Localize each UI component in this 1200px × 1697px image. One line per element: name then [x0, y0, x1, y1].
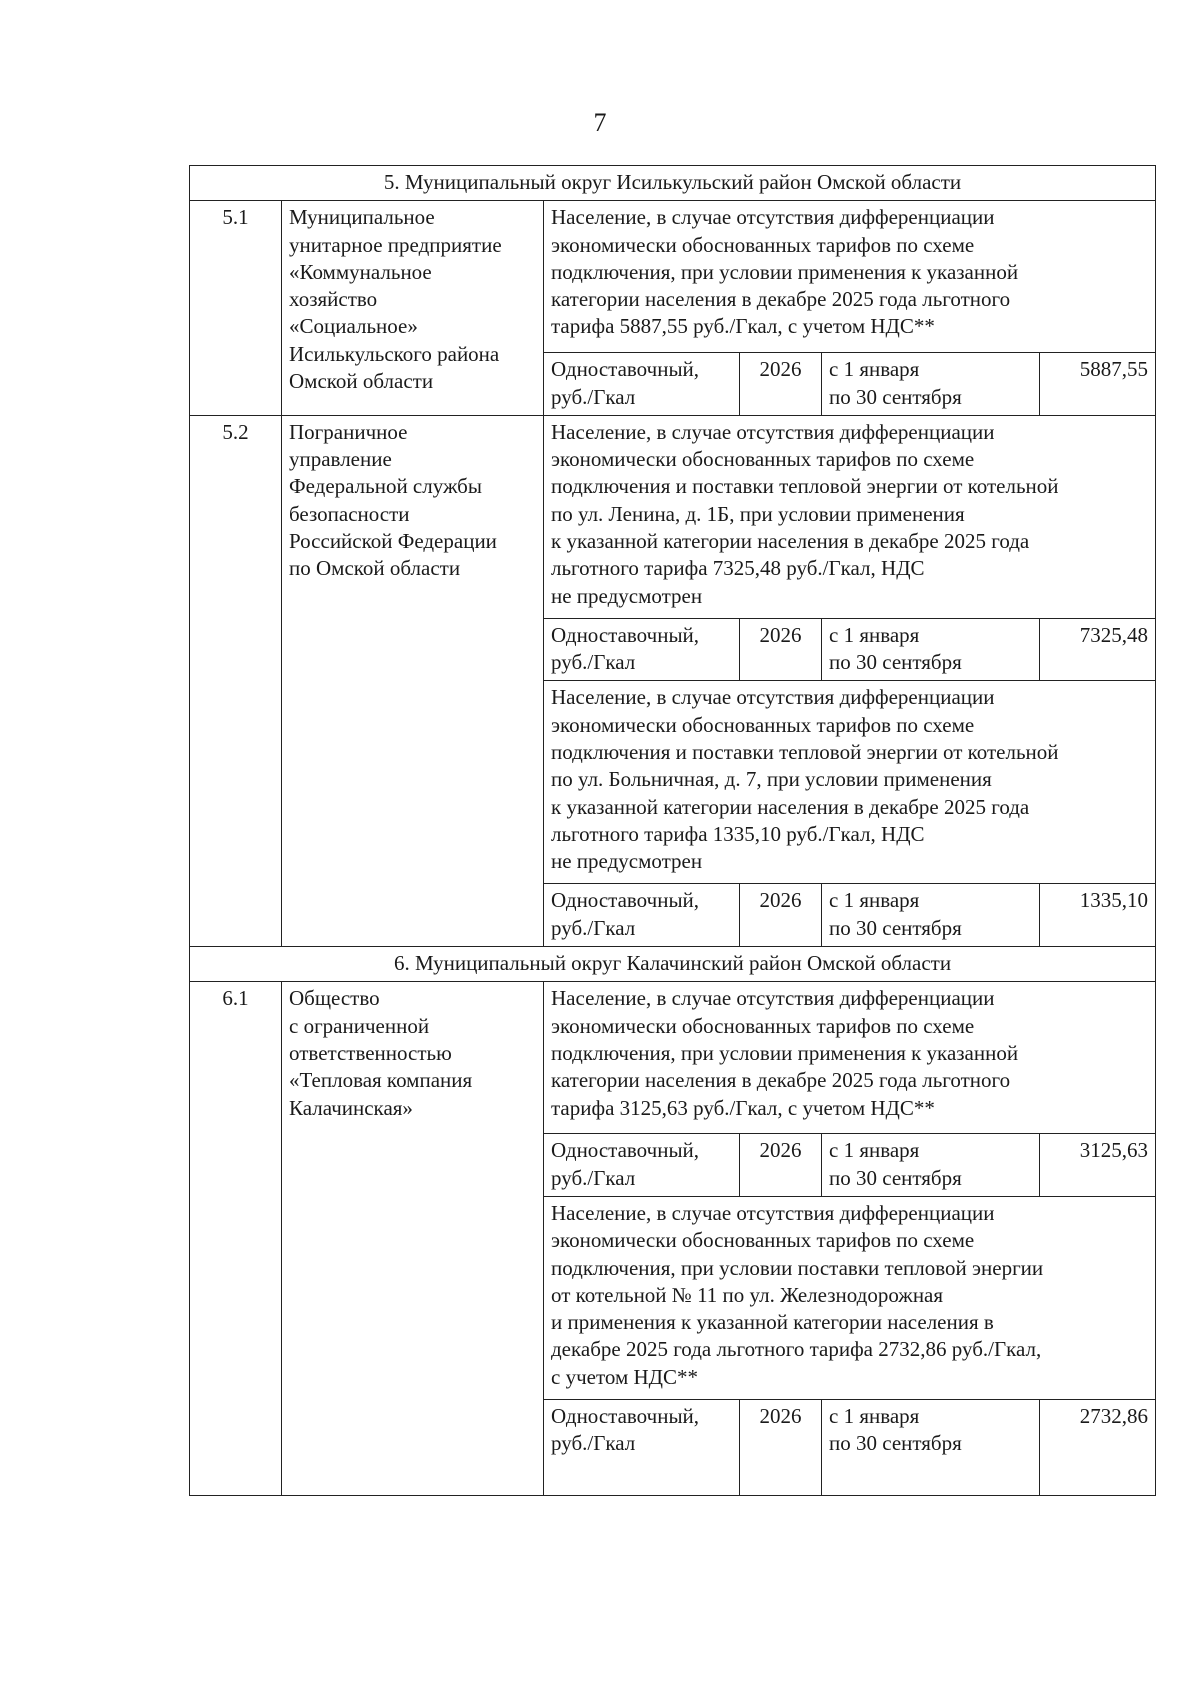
section-title: 5. Муниципальный округ Исилькульский район Омской области — [190, 166, 1156, 201]
rate-type: Одноставочный, руб./Гкал — [544, 618, 740, 681]
category-description: Население, в случае отсутствия дифференциации экономически обоснованных тарифов по схеме подключения, при условии поставки тепловой энергии от котельной № 11 по ул. Железнодорожная и применения к указанной категории населения в декабре 2025 года льготного тарифа 2732,86 руб./Гкал, с учетом НДС** — [544, 1196, 1156, 1399]
tariff-table — [189, 165, 1156, 1496]
rate-type: Одноставочный, руб./Гкал — [544, 353, 740, 416]
tariff-period: с 1 января по 30 сентября — [822, 353, 1040, 416]
table-row — [190, 415, 1156, 618]
tariff-period: с 1 января по 30 сентября — [822, 884, 1040, 947]
rate-type: Одноставочный, руб./Гкал — [544, 1134, 740, 1197]
tariff-value: 2732,86 — [1040, 1399, 1156, 1495]
tariff-value: 1335,10 — [1040, 884, 1156, 947]
tariff-value: 3125,63 — [1040, 1134, 1156, 1197]
tariff-year: 2026 — [740, 884, 822, 947]
tariff-period: с 1 января по 30 сентября — [822, 618, 1040, 681]
tariff-year: 2026 — [740, 618, 822, 681]
entry-number: 5.1 — [190, 201, 282, 416]
category-description: Население, в случае отсутствия дифференциации экономически обоснованных тарифов по схеме подключения, при условии применения к указанной категории населения в декабре 2025 года льготного тарифа 3125,63 руб./Гкал, с учетом НДС** — [544, 982, 1156, 1134]
tariff-value: 5887,55 — [1040, 353, 1156, 416]
organization-name: Общество с ограниченной ответственностью «Тепловая компания Калачинская» — [282, 982, 544, 1496]
organization-name: Пограничное управление Федеральной службы безопасности Российской Федерации по Омской области — [282, 415, 544, 946]
category-description: Население, в случае отсутствия дифференциации экономически обоснованных тарифов по схеме подключения и поставки тепловой энергии от котельной по ул. Больничная, д. 7, при условии применения к указанной категории населения в декабре 2025 года льготного тарифа 1335,10 руб./Гкал, НДС не предусмотрен — [544, 681, 1156, 884]
category-description: Население, в случае отсутствия дифференциации экономически обоснованных тарифов по схеме подключения и поставки тепловой энергии от котельной по ул. Ленина, д. 1Б, при условии применения к указанной категории населения в декабре 2025 года льготного тарифа 7325,48 руб./Гкал, НДС не предусмотрен — [544, 415, 1156, 618]
rate-type: Одноставочный, руб./Гкал — [544, 884, 740, 947]
section-title: 6. Муниципальный округ Калачинский район Омской области — [190, 947, 1156, 982]
tariff-period: с 1 января по 30 сентября — [822, 1399, 1040, 1495]
tariff-year: 2026 — [740, 1134, 822, 1197]
section-header-row — [190, 947, 1156, 982]
tariff-period: с 1 января по 30 сентября — [822, 1134, 1040, 1197]
rate-type: Одноставочный, руб./Гкал — [544, 1399, 740, 1495]
table-row — [190, 982, 1156, 1134]
section-header-row — [190, 166, 1156, 201]
organization-name: Муниципальное унитарное предприятие «Коммунальное хозяйство «Социальное» Исилькульского района Омской области — [282, 201, 544, 416]
entry-number: 5.2 — [190, 415, 282, 946]
category-description: Население, в случае отсутствия дифференциации экономически обоснованных тарифов по схеме подключения, при условии применения к указанной категории населения в декабре 2025 года льготного тарифа 5887,55 руб./Гкал, с учетом НДС** — [544, 201, 1156, 353]
entry-number: 6.1 — [190, 982, 282, 1496]
table-row — [190, 201, 1156, 353]
page-number: 7 — [593, 108, 607, 137]
tariff-year: 2026 — [740, 1399, 822, 1495]
tariff-value: 7325,48 — [1040, 618, 1156, 681]
tariff-year: 2026 — [740, 353, 822, 416]
